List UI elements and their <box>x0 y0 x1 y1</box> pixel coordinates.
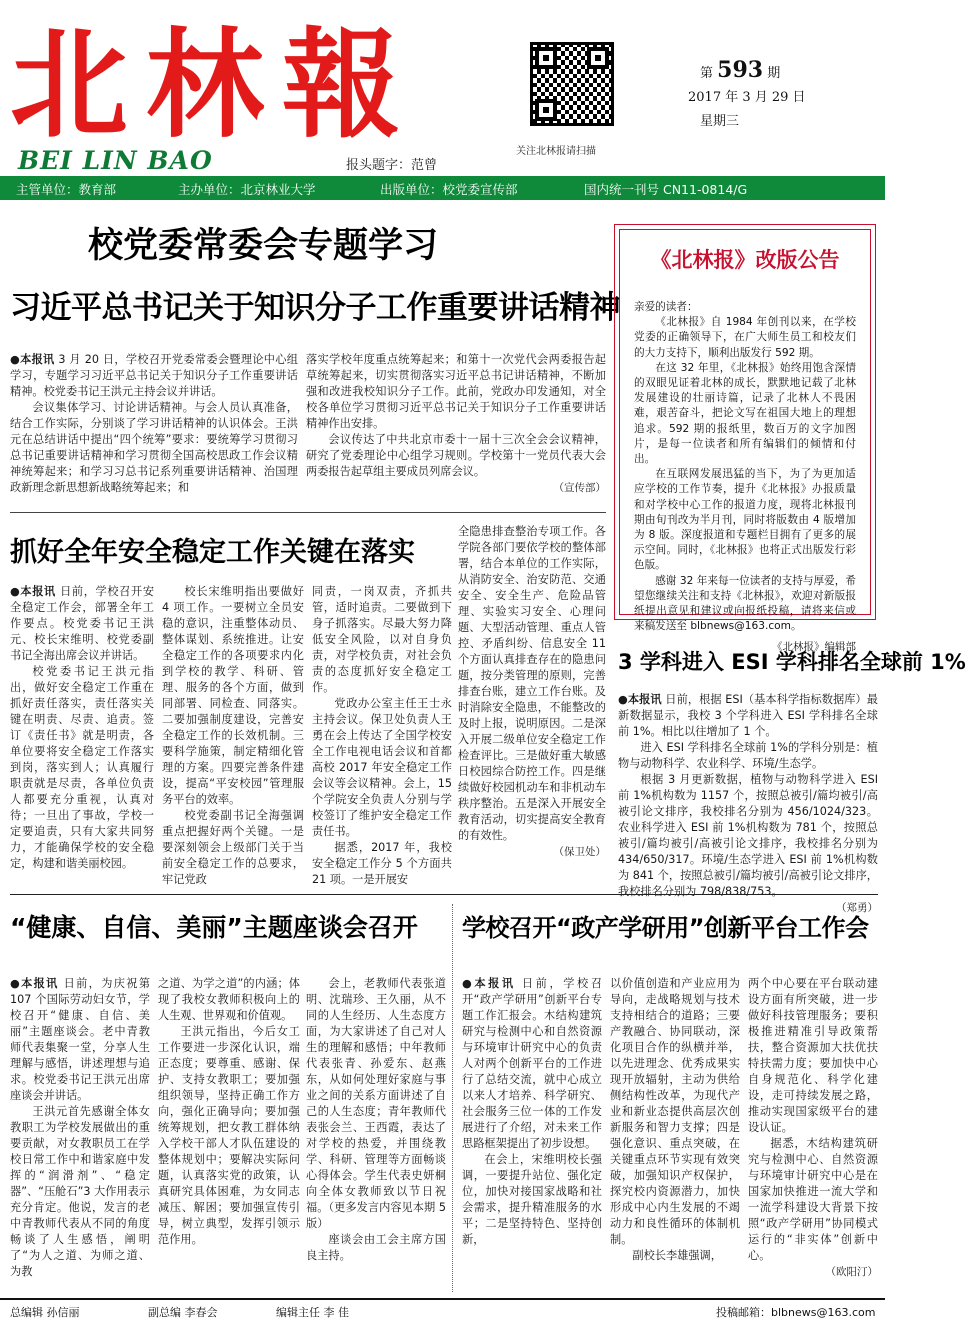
footer-contact-email[interactable]: 投稿邮箱：blbnews@163.com <box>716 1306 876 1319</box>
article1-col2-p2: 会议传达了中共北京市委十一届十三次全会会议精神，研究了党委理论中心组学习规则。学校第十一党员代表大会两委报告起草组主要成员列席会议。 <box>306 433 606 478</box>
publisher-unit: 出版单位：校党委宣传部 <box>380 182 518 197</box>
article4-col2-p2: 王洪元指出，今后女工工作要进一步深化认识，端正态度；要尊重、感谢、保护、支持女教职工；要加强组织领导，坚持正确工作方向，强化正确导向；要加强统筹规划，把女教工群体纳入学校干部人才队伍建设的整体规划中；要解决实际问题，认真落实党的政策，认真研究具体困难，为女同志减压、解困；要加强宣传引导，树立典型，发挥引领示范作用。 <box>158 1025 300 1246</box>
article1-col2-p1: 落实学校年度重点统筹起来；和第十一次党代会两委报告起草统筹起来，切实贯彻落实习近平总书记讲话精神，不断加强和改进我校知识分子工作。此前，党政办印发通知，对全校各单位学习贯彻习近平总书记关于知识分子工作重要讲话精神作出安排。 <box>306 353 606 430</box>
footer-editor-in-charge: 编辑主任 李 佳 <box>276 1306 349 1319</box>
article4-col2-p1: 之道、为学之道”的内涵；体现了我校女教师积极向上的人生观、世界观和价值观。 <box>158 977 300 1022</box>
issue-prefix: 第 <box>700 66 714 81</box>
article5-col2-p1: 以价值创造和产业应用为导向，走战略规划与技术支持相结合的道路；三要产教融合、协同联动，深化项目合作的纵横并举，以先进理念、优秀成果实现开放辐射，主动为供给侧结构性改革，为现代产业和新业态提供高层次创新服务和智力支撑；四是强化意识、重点突破，在关键重点环节实现有效突破，加强知识产权保护，探究校内资源潜力，加快形成中心内生发展的不竭动力和良性循环的体制机制。 <box>610 977 740 1246</box>
footer <box>0 1298 885 1320</box>
article4-col3-p1: 会上，老教师代表张道明、沈瑞珍、王久丽，从不同的人生经历、人生态度方面，为大家讲述了自己对人生的理解和感悟；中年教师代表张青、孙爱东、赵燕东，从如何处理好家庭与事业之间的关系方面讲述了自己的人生态度；青年教师代表张会兰、王西霞，表达了对学校的热爱，并围绕教学、科研、管理等方面畅谈心得体会。学生代表史妍桐向全体女教师致以节日祝福。（更多发言内容见本期 5 版） <box>306 977 446 1230</box>
notice-p2: 在这 32 年里，《北林报》始终用饱含深情的双眼见证着北林的成长，默默地记载了北林发展建设的壮丽诗篇，记录了北林人不畏困难，艰苦奋斗，把论文写在祖国大地上的理想追求。592 期的报纸里，数百万的文字加图片，是每一位读者和所有编辑们的倾情和付出。 <box>634 361 856 466</box>
article4-column1 <box>10 976 150 1292</box>
article4-column3 <box>306 976 446 1292</box>
article5-signature: （欧阳汀） <box>825 1266 878 1278</box>
notice-title: 《北林报》改版公告 <box>650 248 840 272</box>
notice-body <box>634 300 856 656</box>
article4-col1-p2: 王洪元首先感谢全体女教职工为学校发展做出的重要贡献，对女教职员工在学校日常工作中和谐家庭中发挥的“润滑剂”、“稳定器”、“压舱石”3 大作用表示充分肯定。他说，发言的老中青教师代表从不同的角度畅谈了人生感悟，阐明了“为人之道、为师之道、为教 <box>10 1105 150 1278</box>
article4-byline: ●本报讯 <box>10 977 59 990</box>
article5-col3-p1: 两个中心要在平台联动建设方面有所突破，进一步做好科技管理服务；要积极推进精准引导政策帮扶，整合资源加大扶优扶特扶需力度；要加快中心自身规范化、科学化建设，走可持续发展之路，推动实现国家级平台的建设认证。 <box>748 977 878 1134</box>
article3-signature: （郑勇） <box>836 902 878 914</box>
article1-byline: ●本报讯 <box>10 353 55 366</box>
article4-col3-p2: 座谈会由工会主席方国良主持。 <box>306 1233 446 1262</box>
qr-code[interactable] <box>530 42 614 126</box>
article3-byline: ●本报讯 <box>618 693 662 706</box>
article3-p1: 日前，根据 ESI（基本科学指标数据库）最新数据显示，我校 3 个学科进入 ESI 学科排名全球前 1%。相比以往增加了 1 个。 <box>618 693 878 738</box>
issue-number-line <box>700 58 806 86</box>
article2-column4 <box>458 524 606 884</box>
article5-col2-p2: 副校长李雄强调， <box>632 1249 722 1262</box>
column-divider <box>452 904 453 1292</box>
article5-byline: ●本报讯 <box>462 977 516 990</box>
supervisor-unit: 主管单位：教育部 <box>16 182 117 197</box>
article5-column2 <box>610 976 740 1292</box>
notice-signature: 《北林报》编辑部 <box>772 641 856 654</box>
article2-signature: （保卫处） <box>553 846 606 858</box>
article2-column1 <box>10 584 154 884</box>
article2-col1-p1: 日前，学校召开安全稳定工作会，部署全年工作要点。校党委书记王洪元、校长宋维明、校党委副书记全海出席会议并讲话。 <box>10 585 155 662</box>
article4-column2 <box>158 976 300 1292</box>
article3-p2: 进入 ESI 学科排名全球前 1%的学科分别是：植物与动物科学、农业科学、环境/生态学。 <box>618 741 878 770</box>
article2-col1-p2: 校党委书记王洪元指出，做好安全稳定工作重在抓好责任落实，责任落实关键在明责、尽责、追责。签订《责任书》就是明责，各单位要将安全稳定工作落实到岗，落实到人；认真履行职责就是尽责，各单位负责人都要充分重视，认真对待；一旦出了事故，学校一定要追责，只有大家共同努力，才能确保学校的安全稳定，构建和谐美丽校园。 <box>10 665 154 870</box>
footer-deputy-editor: 副总编 李春会 <box>148 1306 218 1319</box>
article2-col4-p1: 全隐患排查整治专项工作。各学院各部门要依学校的整体部署，结合本单位的工作实际，从消防安全、治安防范、交通安全、安全生产、危险品管理、实验实习安全、心理问题、大型活动管理、重点人管控、矛盾纠纷、信息安全 11 个方面认真排查存在的隐患问题，按分类管理的原则，完善排查台账，建立工作台账。及时消除安全隐患，不能整改的及时上报，说明原因。二是深入开展二级单位安全稳定工作检查评比。三是做好重大敏感日校园综合防控工作。四是继续做好校园机动车和非机动车秩序整治。五是深入开展安全教育活动，切实提高安全教育的有效性。 <box>458 525 606 842</box>
calligraphy-credit: 报头题字：范曾 <box>346 158 438 173</box>
footer-chief-editor: 总编辑 孙信丽 <box>10 1306 80 1319</box>
article1-signature: （宣传部） <box>553 482 606 494</box>
issue-weekday: 星期三 <box>700 114 740 129</box>
article5-title: 学校召开“政产学研用”创新平台工作会 <box>462 914 869 942</box>
sponsor-unit: 主办单位：北京林业大学 <box>178 182 316 197</box>
article1-column1 <box>10 352 298 507</box>
article2-col2-p1: 校长宋维明指出要做好 4 项工作。一要树立全员安稳的意识，注重整体动员、整体谋划、系统推进。让安全稳定工作的各项要求内化到学校的教学、科研、管理、服务的各个方面，做到同部署、同检查、同落实。二要加强制度建设，完善安全稳定工作的长效机制。三要科学施策，制定精细化管理的方案。四要完善条件建设，提高“平安校园”管理服务平台的效率。 <box>162 585 304 806</box>
article1-col1-p2: 会议集体学习、讨论讲话精神。与会人员认真准备，结合工作实际，分别谈了学习讲话精神的认识体会。王洪元在总结讲话中提出“四个统筹”要求：要统筹学习贯彻习总书记重要讲话精神和学习贯彻全国高校思政工作会议精神统筹起来；和学习习总书记系列重要讲话精神、治国理政新理念新思想新战略统筹起来；和 <box>10 401 298 494</box>
article5-col3-p2: 据悉，木结构建筑研究与检测中心、自然资源与环境审计研究中心是在国家加快推进一流大学和一流学科建设大背景下按照“政产学研用”协同模式运行的“非实体”创新中心。 <box>748 1137 878 1262</box>
serial-number: 国内统一刊号 CN11-0814/G <box>584 182 748 197</box>
issue-date: 2017 年 3 月 29 日 <box>688 90 806 105</box>
publication-info-bar <box>0 176 885 200</box>
article3-title: 3 学科进入 ESI 学科排名全球前 1% <box>618 650 966 674</box>
notice-p3: 在互联网发展迅猛的当下，为了为更加适应学校的工作节奏，提升《北林报》办报质量和对学校中心工作的报道力度，现将北林报刊期由旬刊改为半月刊，同时将版数由 4 版增加为 8 版。深度报道和专题栏目拥有了更多的展示空间。同时，《北林报》也将正式出版发行彩色版。 <box>634 468 856 572</box>
divider <box>10 512 606 513</box>
article2-column3 <box>312 584 452 884</box>
article5-col1-p1: 日前，学校召开“政产学研用”创新平台专题工作汇报会。木结构建筑研究与检测中心和自然资源与环境审计研究中心的负责人对两个创新平台的工作进行了总结交流，就中心成立以来人才培养、科学研究、社会服务三位一体的工作发展进行了介绍，对未来工作思路框架提出了初步设想。 <box>462 977 602 1150</box>
article5-column1 <box>462 976 602 1292</box>
notice-p1: 《北林报》自 1984 年创刊以来，在学校党委的正确领导下，在广大师生员工和校友们的大力支持下，顺利出版发行 592 期。 <box>634 316 856 359</box>
article2-col3-p3: 据悉，2017 年，我校安全稳定工作分 5 个方面共 21 项。一是开展安 <box>312 841 452 886</box>
article1-title-line1: 校党委常委会专题学习 <box>88 226 439 266</box>
issue-number: 593 <box>717 57 764 83</box>
masthead-title: 北林報 <box>10 15 419 154</box>
article1-column2 <box>306 352 606 507</box>
article4-title: “健康、自信、美丽”主题座谈会召开 <box>10 913 418 942</box>
divider <box>10 894 878 895</box>
issue-suffix: 期 <box>767 66 781 81</box>
article5-column3 <box>748 976 878 1292</box>
masthead-pinyin: BEI LIN BAO <box>18 146 213 175</box>
article2-col2-p2: 校党委副书记全海强调重点把握好两个关键。一是要深刻领会上级部门关于当前安全稳定工作的总要求，牢记党政 <box>162 809 304 886</box>
article2-col3-p2: 党政办公室主任王士永主持会议。保卫处负责人王勇在会上传达了全国学校安全工作电视电话会议和首都高校 2017 年安全稳定工作会议等会议精神。会上，15 个学院安全负责人分别与学校签订了维护安全稳定工作责任书。 <box>312 697 452 838</box>
article3-body <box>618 692 878 914</box>
issue-info <box>688 57 806 134</box>
article1-col1-p1: 3 月 20 日，学校召开党委常委会暨理论中心组学习，专题学习习近平总书记关于知识分子工作重要讲话精神。校党委书记王洪元主持会议并讲话。 <box>10 353 298 398</box>
article2-column2 <box>162 584 304 884</box>
redesign-notice <box>614 224 876 654</box>
notice-salutation: 亲爱的读者： <box>634 301 698 313</box>
article2-byline: ●本报讯 <box>10 585 56 598</box>
notice-p4: 感谢 32 年来每一位读者的支持与厚爱，希望您继续关注和支持《北林报》，欢迎对新版报纸提出意见和建议或向报纸投稿，请将来信或来稿发送至 blbnews@163.com。 <box>634 574 856 633</box>
article5-col1-p2: 在会上，宋维明校长强调，一要提升站位、强化定位，加快对接国家战略和社会需求，提升精准服务的水平；二是坚持特色、坚持创新， <box>462 1153 602 1246</box>
article2-col3-p1: 同责，一岗双责，齐抓共管，适时追责。二要做到下身子抓落实。尽最大努力降低安全风险，以对自身负责，对学校负责，对社会负责的态度抓好安全稳定工作。 <box>312 585 452 694</box>
article4-col1-p1: 日前，为庆祝第 107 个国际劳动妇女节，学校召开“健康、自信、美丽”主题座谈会。老中青教师代表集聚一堂，分享人生理解与感悟，讲述理想与追求。校党委书记王洪元出席座谈会并讲话。 <box>10 977 151 1102</box>
article3-p3: 根据 3 月更新数据，植物与动物科学进入 ESI 前 1%机构数为 1157 个，按照总被引/篇均被引/高被引论文排序，我校排名分别为 456/1024/323。农业科学进入 ESI 前 1%机构数为 781 个，按照总被引/篇均被引/高被引论文排序，我校排名分别为 434/650/317。环境/生态学进入 ESI 前 1%机构数为 841 个，按照总被引/篇均被引/高被引论文排序，我校排名分别为 798/838/753。 <box>618 773 878 898</box>
article2-title: 抓好全年安全稳定工作关键在落实 <box>10 537 415 568</box>
article1-title-line2: 习近平总书记关于知识分子工作重要讲话精神 <box>10 290 620 326</box>
qr-caption: 关注北林报请扫描 <box>516 146 596 157</box>
